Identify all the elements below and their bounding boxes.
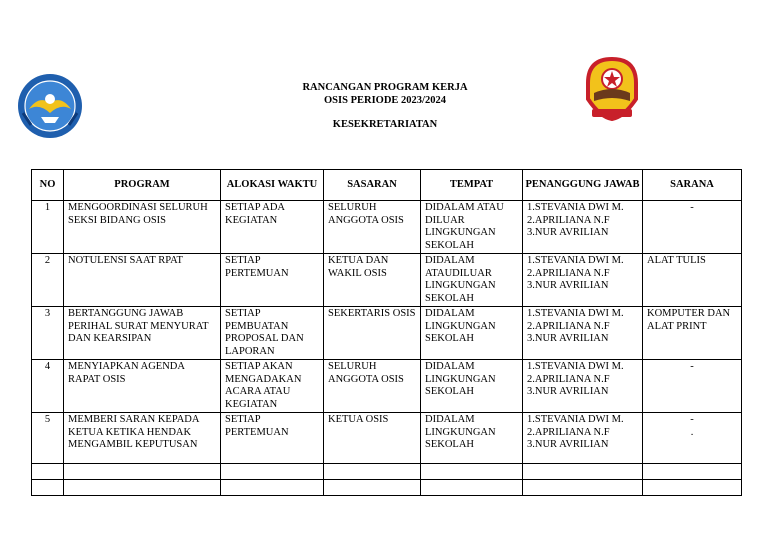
cell-no: 3 (32, 307, 64, 360)
cell-alokasi: SETIAP AKAN MENGADAKAN ACARA ATAU KEGIATAN (221, 360, 324, 413)
pj-line: 2.APRILIANA N.F (527, 426, 610, 438)
table-row (32, 254, 742, 307)
col-header-pj: PENANGGUNG JAWAB (523, 170, 643, 201)
cell-tempat: DIDALAM LINGKUNGAN SEKOLAH (421, 307, 523, 360)
cell-sarana: - (643, 360, 742, 413)
cell-sarana (643, 413, 742, 464)
cell-pj (523, 360, 643, 413)
school-logo-left (17, 73, 83, 139)
pj-line: 2.APRILIANA N.F (527, 267, 610, 279)
cell-sasaran: KETUA OSIS (324, 413, 421, 464)
pj-line: 3.NUR AVRILIAN (527, 386, 609, 397)
empty-row (32, 464, 742, 480)
cell-tempat: DIDALAM LINGKUNGAN SEKOLAH (421, 413, 523, 464)
pj-line: 2.APRILIANA N.F (527, 373, 610, 385)
empty-cell (221, 480, 324, 496)
col-header-no: NO (32, 170, 64, 201)
col-header-sasaran: SASARAN (324, 170, 421, 201)
empty-cell (324, 480, 421, 496)
col-header-program: PROGRAM (64, 170, 221, 201)
empty-row (32, 480, 742, 496)
osis-logo (584, 55, 640, 123)
table-row (32, 307, 742, 360)
cell-no: 5 (32, 413, 64, 464)
table-row (32, 201, 742, 254)
cell-program: MENGOORDINASI SELURUH SEKSI BIDANG OSIS (64, 201, 221, 254)
document-header (230, 82, 540, 132)
cell-alokasi: SETIAP PERTEMUAN (221, 254, 324, 307)
cell-sasaran: SEKERTARIS OSIS (324, 307, 421, 360)
cell-no: 1 (32, 201, 64, 254)
cell-alokasi: SETIAP PERTEMUAN (221, 413, 324, 464)
program-table (31, 169, 742, 496)
header-title: RANCANGAN PROGRAM KERJA (302, 82, 468, 93)
col-header-alokasi: ALOKASI WAKTU (221, 170, 324, 201)
col-header-sarana: SARANA (643, 170, 742, 201)
pj-line: 3.NUR AVRILIAN (527, 333, 609, 344)
pj-line: 1.STEVANIA DWI M. (527, 361, 624, 372)
empty-cell (421, 480, 523, 496)
cell-sarana: - (643, 201, 742, 254)
pj-line: 1.STEVANIA DWI M. (527, 255, 624, 266)
cell-sasaran: KETUA DAN WAKIL OSIS (324, 254, 421, 307)
empty-cell (643, 464, 742, 480)
cell-program: MENYIAPKAN AGENDA RAPAT OSIS (64, 360, 221, 413)
cell-pj (523, 307, 643, 360)
cell-alokasi: SETIAP ADA KEGIATAN (221, 201, 324, 254)
empty-cell (32, 464, 64, 480)
pj-line: 2.APRILIANA N.F (527, 214, 610, 226)
table-row (32, 413, 742, 464)
cell-tempat: DIDALAM ATAU DILUAR LINGKUNGAN SEKOLAH (421, 201, 523, 254)
cell-pj (523, 413, 643, 464)
col-header-tempat: TEMPAT (421, 170, 523, 201)
pj-line: 1.STEVANIA DWI M. (527, 308, 624, 319)
pj-line: 2.APRILIANA N.F (527, 320, 610, 332)
empty-cell (523, 480, 643, 496)
empty-cell (324, 464, 421, 480)
empty-cell (421, 464, 523, 480)
pj-line: 3.NUR AVRILIAN (527, 227, 609, 238)
table-row (32, 360, 742, 413)
header-period: OSIS PERIODE 2023/2024 (324, 94, 446, 106)
cell-alokasi: SETIAP PEMBUATAN PROPOSAL DAN LAPORAN (221, 307, 324, 360)
cell-sasaran: SELURUH ANGGOTA OSIS (324, 201, 421, 254)
pj-line: 3.NUR AVRILIAN (527, 439, 609, 450)
sarana-line: . (690, 426, 694, 438)
pj-line: 1.STEVANIA DWI M. (527, 414, 624, 425)
cell-no: 4 (32, 360, 64, 413)
empty-cell (523, 464, 643, 480)
cell-tempat: DIDALAM LINGKUNGAN SEKOLAH (421, 360, 523, 413)
cell-no: 2 (32, 254, 64, 307)
cell-pj (523, 254, 643, 307)
empty-cell (32, 480, 64, 496)
cell-pj (523, 201, 643, 254)
cell-program: MEMBERI SARAN KEPADA KETUA KETIKA HENDAK MENGAMBIL KEPUTUSAN (64, 413, 221, 464)
pj-line: 1.STEVANIA DWI M. (527, 202, 624, 213)
cell-program: NOTULENSI SAAT RPAT (64, 254, 221, 307)
cell-sarana: ALAT TULIS (643, 254, 742, 307)
cell-sarana: KOMPUTER DAN ALAT PRINT (643, 307, 742, 360)
empty-cell (64, 464, 221, 480)
empty-cell (221, 464, 324, 480)
cell-sasaran: SELURUH ANGGOTA OSIS (324, 360, 421, 413)
empty-cell (64, 480, 221, 496)
cell-tempat: DIDALAM ATAUDILUAR LINGKUNGAN SEKOLAH (421, 254, 523, 307)
header-section: KESEKRETARIATAN (332, 119, 438, 130)
sarana-line: - (690, 414, 694, 425)
empty-cell (643, 480, 742, 496)
table-header-row (32, 170, 742, 201)
cell-program: BERTANGGUNG JAWAB PERIHAL SURAT MENYURAT DAN KEARSIPAN (64, 307, 221, 360)
pj-line: 3.NUR AVRILIAN (527, 280, 609, 291)
